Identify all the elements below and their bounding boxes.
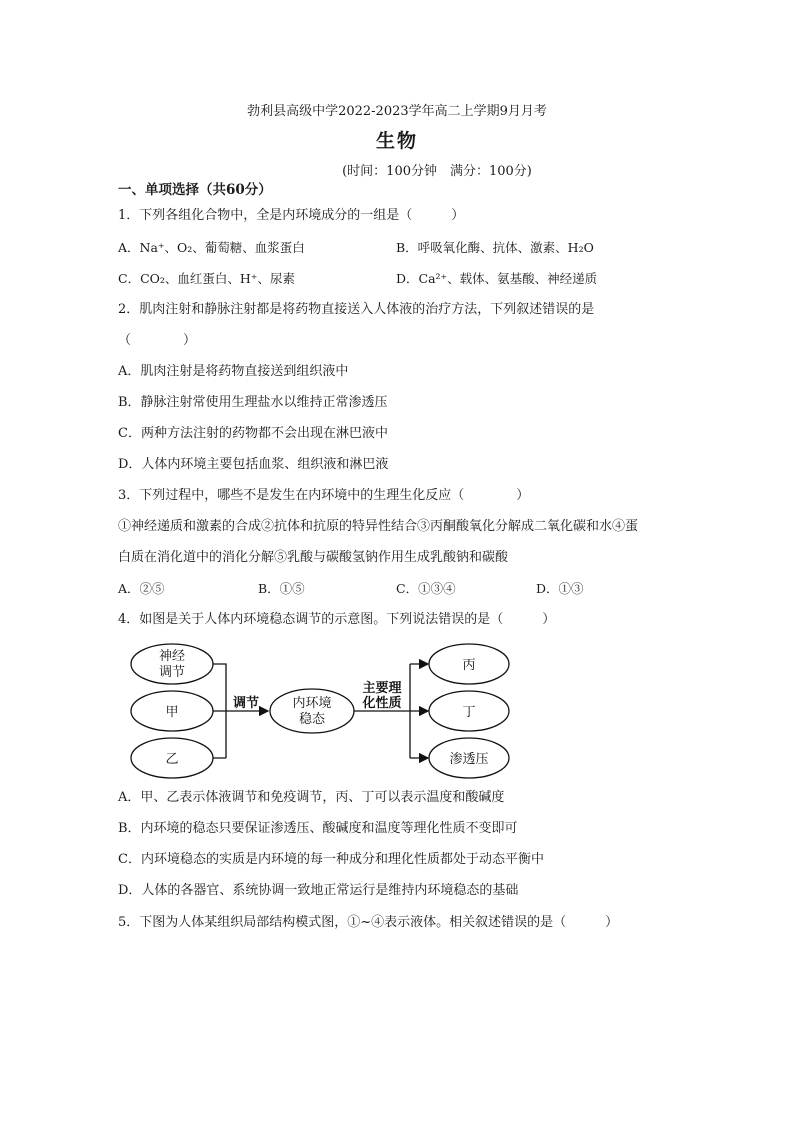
question-1-option-a: A．Na⁺、O₂、葡萄糖、血浆蛋白 <box>118 240 305 255</box>
diagram-node-ding-label: 丁 <box>462 705 476 720</box>
diagram-regulate-label: 调节 <box>232 696 260 711</box>
question-2-option-d: D．人体内环境主要包括血浆、组织液和淋巴液 <box>118 457 389 472</box>
question-4-option-b: B．内环境的稳态只要保证渗透压、酸碱度和温度等理化性质不变即可 <box>118 821 518 836</box>
question-1-option-b: B．呼吸氧化酶、抗体、激素、H₂O <box>396 240 594 255</box>
question-1-option-d: D．Ca²⁺、载体、氨基酸、神经递质 <box>396 271 598 286</box>
section-title: 一、单项选择（共60分） <box>118 182 272 198</box>
question-4-option-a: A．甲、乙表示体液调节和免疫调节，丙、丁可以表示温度和酸碱度 <box>118 790 505 805</box>
question-3-body-line-1: ①神经递质和激素的合成②抗体和抗原的特异性结合③丙酮酸氧化分解成二氧化碳和水④蛋 <box>118 519 639 534</box>
question-3-option-b: B．①⑤ <box>258 581 305 596</box>
exam-time-score-line: (时间：100分钟 满分：100分) <box>342 164 532 179</box>
question-3-option-d: D．①③ <box>536 581 584 596</box>
diagram-property-line2: 化性质 <box>362 696 402 711</box>
question-3-option-a: A．②⑤ <box>118 581 165 596</box>
question-2-stem: 2．肌肉注射和静脉注射都是将药物直接送入人体液的治疗方法，下列叙述错误的是 <box>118 302 595 317</box>
question-3-body-line-2: 白质在消化道中的消化分解⑤乳酸与碳酸氢钠作用生成乳酸钠和碳酸 <box>118 550 509 565</box>
diagram-node-neural-line2: 调节 <box>158 665 186 680</box>
question-5-stem: 5．下图为人体某组织局部结构模式图，①~④表示液体。相关叙述错误的是（ ） <box>118 915 619 930</box>
question-4-option-d: D．人体的各器官、系统协调一致地正常运行是维持内环境稳态的基础 <box>118 883 519 898</box>
diagram-center-line2: 稳态 <box>298 712 326 727</box>
question-1-option-c: C．CO₂、血红蛋白、H⁺、尿素 <box>118 271 295 286</box>
diagram-node-jia-label: 甲 <box>165 705 179 720</box>
diagram-node-neural-line1: 神经 <box>158 649 186 664</box>
exam-school-title: 勃利县高级中学2022-2023学年高二上学期9月月考 <box>247 104 547 119</box>
exam-subject-title: 生物 <box>375 130 418 152</box>
question-3-stem: 3．下列过程中，哪些不是发生在内环境中的生理生化反应（ ） <box>118 488 530 503</box>
question-4-option-c: C．内环境稳态的实质是内环境的每一种成分和理化性质都处于动态平衡中 <box>118 852 544 867</box>
question-2-paren: （ ） <box>118 333 197 348</box>
question-1-stem: 1．下列各组化合物中，全是内环境成分的一组是（ ） <box>118 208 465 223</box>
diagram-center-line1: 内环境 <box>292 696 332 711</box>
diagram-left-bracket <box>213 664 226 758</box>
diagram-node-yi-label: 乙 <box>165 752 179 767</box>
diagram-property-line1: 主要理 <box>362 681 402 696</box>
question-3-option-c: C．①③④ <box>396 581 456 596</box>
diagram-node-bing-label: 丙 <box>462 658 476 673</box>
question-2-option-b: B．静脉注射常使用生理盐水以维持正常渗透压 <box>118 395 388 410</box>
question-4-stem: 4．如图是关于人体内环境稳态调节的示意图。下列说法错误的是（ ） <box>118 612 556 627</box>
question-2-option-a: A．肌肉注射是将药物直接送到组织液中 <box>118 364 349 379</box>
diagram-node-osmotic-label: 渗透压 <box>449 752 489 767</box>
homeostasis-regulation-diagram <box>128 640 518 785</box>
question-2-option-c: C．两种方法注射的药物都不会出现在淋巴液中 <box>118 426 388 441</box>
